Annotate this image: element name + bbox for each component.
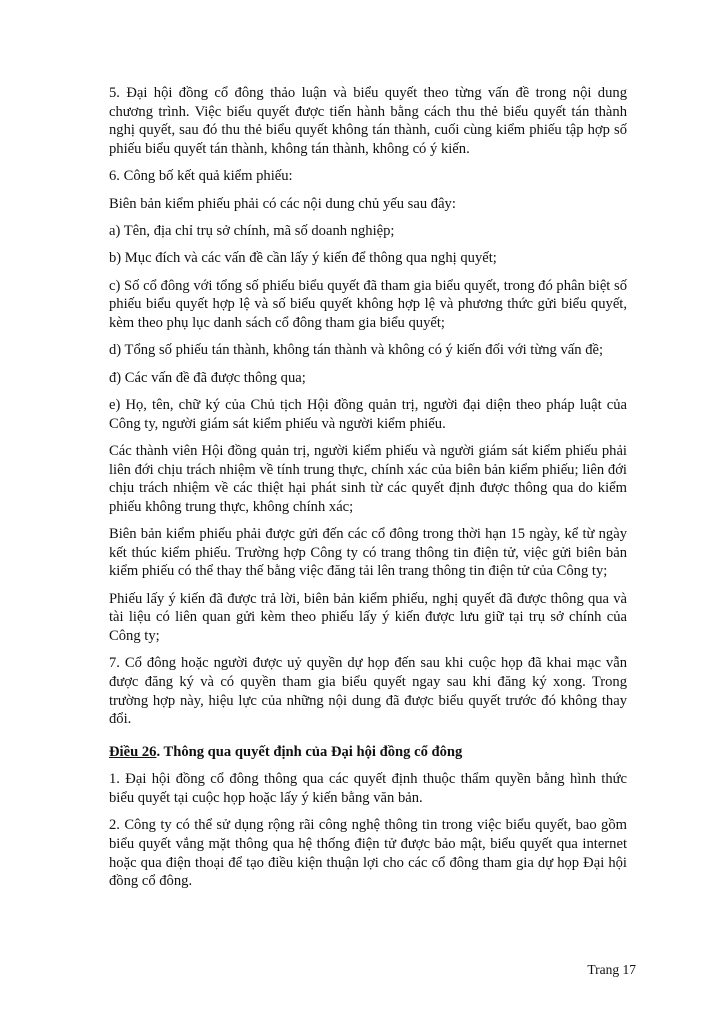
article-number: Điều 26	[109, 743, 157, 760]
article-heading	[109, 743, 627, 762]
article-title: . Thông qua quyết định của Đại hội đồng cổ đông	[156, 743, 463, 760]
paragraph-item-6: 6. Công bố kết quả kiểm phiếu:	[109, 168, 293, 185]
paragraph-minutes-intro: Biên bản kiểm phiếu phải có các nội dung chủ yếu sau đây:	[109, 195, 456, 212]
paragraph-article-item-2: 2. Công ty có thể sử dụng rộng rãi công nghệ thông tin trong việc biểu quyết, bao gồm biểu quyết vắng mặt thông qua hệ thống điện tử được bảo mật, biểu quyết qua internet hoặc qua điện thoại để tạo điều kiện thuận lợi cho các cổ đông tham gia dự họp Đại hội đồng cổ đông.	[109, 817, 627, 890]
paragraph-item-e: e) Họ, tên, chữ ký của Chủ tịch Hội đồng quản trị, người đại diện theo pháp luật của Công ty, người giám sát kiểm phiếu và người kiểm phiếu.	[109, 397, 627, 432]
document-page	[109, 84, 627, 900]
paragraph-item-c: c) Số cổ đông với tổng số phiếu biểu quyết đã tham gia biểu quyết, trong đó phân biệt số phiếu biểu quyết hợp lệ và số biểu quyết không hợp lệ và phương thức gửi biểu quyết, kèm theo phụ lục danh sách cổ đông tham gia biểu quyết;	[109, 277, 627, 331]
paragraph-board-liability: Các thành viên Hội đồng quản trị, người kiểm phiếu và người giám sát kiểm phiếu phải liên đới chịu trách nhiệm về tính trung thực, chính xác của biên bản kiểm phiếu; liên đới chịu trách nhiệm về các thiệt hại phát sinh từ các quyết định được thông qua do kiểm phiếu không trung thực, không chính xác;	[109, 443, 627, 515]
paragraph-article-item-1: 1. Đại hội đồng cổ đông thông qua các quyết định thuộc thẩm quyền bằng hình thức biểu quyết tại cuộc họp hoặc lấy ý kiến bằng văn bản.	[109, 771, 627, 806]
paragraph-item-a: a) Tên, địa chỉ trụ sở chính, mã số doanh nghiệp;	[109, 222, 395, 239]
paragraph-item-b: b) Mục đích và các vấn đề cần lấy ý kiến để thông qua nghị quyết;	[109, 250, 497, 267]
paragraph-item-7: 7. Cổ đông hoặc người được uỷ quyền dự họp đến sau khi cuộc họp đã khai mạc vẫn được đăng ký và có quyền tham gia biểu quyết ngay sau khi đăng ký xong. Trong trường hợp này, hiệu lực của những nội dung đã được biểu quyết trước đó không thay đổi.	[109, 655, 627, 728]
paragraph-item-5: 5. Đại hội đồng cổ đông thảo luận và biểu quyết theo từng vấn đề trong nội dung chương trình. Việc biểu quyết được tiến hành bằng cách thu thẻ biểu quyết tán thành nghị quyết, sau đó thu thẻ biểu quyết không tán thành, cuối cùng kiểm phiếu tập hợp số phiếu biểu quyết tán thành, không tán thành, không có ý kiến.	[109, 85, 627, 157]
paragraph-item-dd: đ) Các vấn đề đã được thông qua;	[109, 369, 306, 386]
page-number: Trang 17	[587, 962, 636, 977]
paragraph-item-d: d) Tổng số phiếu tán thành, không tán thành và không có ý kiến đối với từng vấn đề;	[109, 342, 604, 359]
paragraph-record-storage: Phiếu lấy ý kiến đã được trả lời, biên bản kiểm phiếu, nghị quyết đã được thông qua và tài liệu có liên quan gửi kèm theo phiếu lấy ý kiến được lưu giữ tại trụ sở chính của Công ty;	[109, 590, 627, 645]
paragraph-minutes-delivery: Biên bản kiểm phiếu phải được gửi đến các cổ đông trong thời hạn 15 ngày, kể từ ngày kết thúc kiểm phiếu. Trường hợp Công ty có trang thông tin điện tử, việc gửi biên bản kiểm phiếu có thể thay thế bằng việc đăng tải lên trang thông tin điện tử của Công ty;	[109, 526, 627, 580]
